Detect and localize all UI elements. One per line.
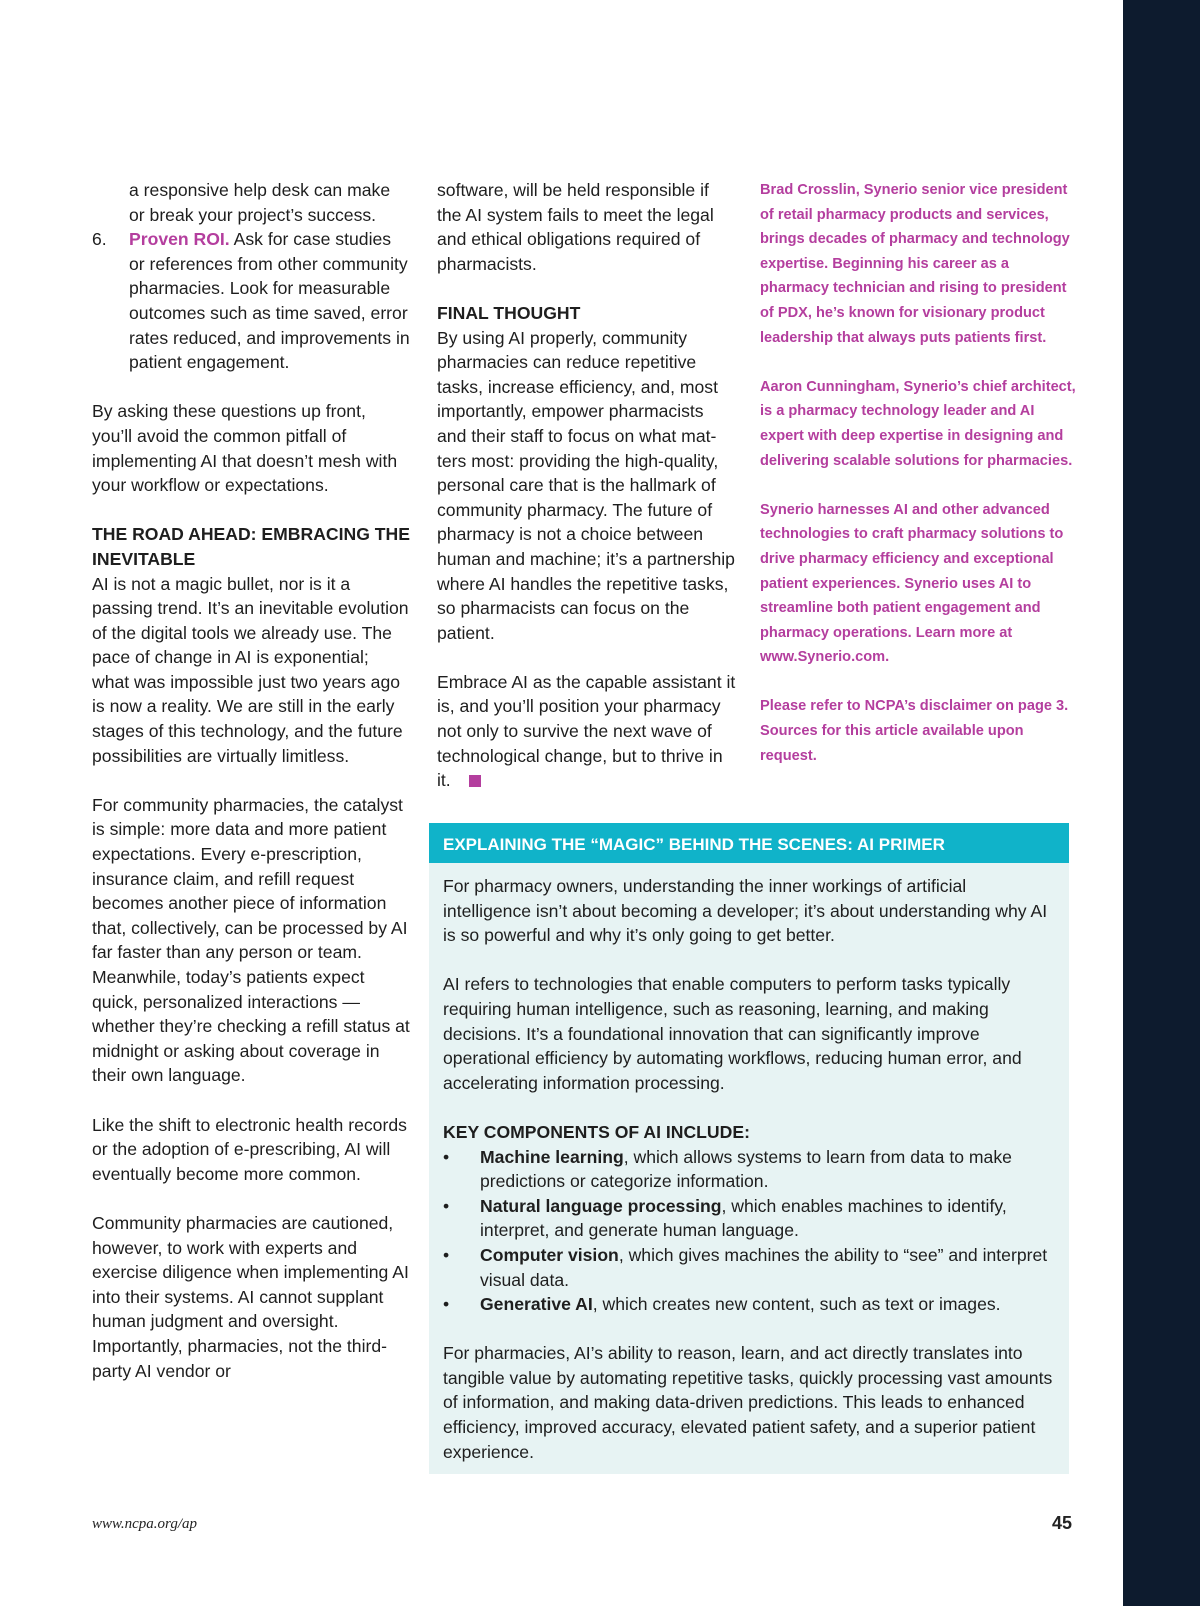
bullet-text: , which allows systems to learn from data to make predictions or categorize information. <box>480 1146 1012 1192</box>
key-components-heading: KEY COMPONENTS OF AI INCLUDE: <box>443 1121 750 1142</box>
section-heading: THE ROAD AHEAD: EMBRACING THE INEVITABLE <box>92 524 410 569</box>
bullet-item <box>443 1194 1055 1243</box>
bullet-icon: • <box>443 1195 450 1216</box>
bullet-item <box>443 1292 1055 1317</box>
paragraph: software, will be held responsible if the AI system fails to meet the legal and ethical obligations required of pharmacists. <box>437 180 714 274</box>
page-number: 45 <box>1052 1513 1073 1533</box>
bullet-item <box>443 1145 1055 1194</box>
footer-url: www.ncpa.org/ap <box>92 1516 198 1532</box>
list-number: 6. <box>92 229 107 250</box>
article-column-1 <box>92 178 410 1383</box>
bullet-icon: • <box>443 1146 450 1167</box>
list-item-5-continuation <box>92 178 410 227</box>
paragraph: Embrace AI as the capable assistant it is, and you’ll position your pharmacy not only to survive the next wave of technological change, but to thrive in it. <box>437 671 736 791</box>
list-item-bold-lead: Proven ROI. <box>129 229 230 250</box>
box-title: EXPLAINING THE “MAGIC” BEHIND THE SCENES: AI PRIMER <box>429 823 1069 863</box>
author-bio: Brad Crosslin, Synerio senior vice president of retail pharmacy products and services, brings decades of pharmacy and technology expertise. Beginning his career as a pharmacy technician and rising to president of PDX, he’s known for visionary product leadership that always puts patients first. <box>760 182 1070 346</box>
bullet-text: , which enables machines to identify, interpret, and generate human language. <box>480 1195 1007 1241</box>
list-item-6 <box>92 227 410 375</box>
article-column-2 <box>437 178 737 793</box>
bullet-item <box>443 1243 1055 1292</box>
paragraph: Like the shift to electronic health records or the adoption of e-prescribing, AI will eventually become more common. <box>92 1114 407 1184</box>
paragraph: For pharmacies, AI’s ability to reason, learn, and act directly translates into tangible value by automating repetitive tasks, quickly processing vast amounts of information, and making data-driven predictions. This leads to enhanced efficiency, improved accuracy, elevated patient safety, and a superior patient experience. <box>443 1343 1053 1462</box>
paragraph: Community pharmacies are cautioned, however, to work with experts and exercise diligence when implementing AI into their systems. AI cannot supplant human judgment and oversight. Importantly, pharmacies, not the third-party AI vendor or <box>92 1212 409 1381</box>
company-bio: Synerio harnesses AI and other advanced technologies to craft pharmacy solutions to drive pharmacy efficiency and exceptional patient experiences. Synerio uses AI to streamline both patient engagement and pharmacy operations. Learn more at www.Synerio.com. <box>760 501 1064 666</box>
bullet-text: , which creates new content, such as text or images. <box>592 1294 1001 1315</box>
author-bio-column <box>760 178 1076 768</box>
paragraph: For pharmacy owners, understanding the inner workings of artificial intelligence isn’t about becoming a developer; it’s about understanding why AI is so powerful and why it’s only going to get better. <box>443 876 1048 946</box>
paragraph: AI is not a magic bullet, nor is it a passing trend. It’s an inevitable evolution of the digital tools we already use. The pace of change in AI is exponential; what was impossible just two years ago is now a reality. We are still in the early stages of this technology, and the future possibilities are virtually limitless. <box>92 573 409 766</box>
disclaimer-note: Please refer to NCPA’s disclaimer on page 3. Sources for this article available upon request. <box>760 698 1069 764</box>
paragraph: By asking these questions up front, you’ll avoid the common pitfall of implementing AI that doesn’t mesh with your workflow or expectations. <box>92 401 398 496</box>
dark-sidebar-strip <box>1123 0 1200 1606</box>
paragraph: AI refers to technologies that enable computers to perform tasks typically requiring human intelligence, such as reasoning, learning, and making decisions. It’s a foundational innovation that can significantly improve operational efficiency by automating workflows, reducing human error, and accelerating information processing. <box>443 974 1022 1093</box>
ai-primer-box <box>429 823 1069 1474</box>
author-bio: Aaron Cunningham, Synerio’s chief architect, is a pharmacy technology leader and AI expert with deep expertise in designing and delivering scalable solutions for pharmacies. <box>760 378 1076 469</box>
bullet-term: Natural language processing <box>480 1195 722 1216</box>
bullet-icon: • <box>443 1244 450 1265</box>
bullet-term: Computer vision <box>480 1244 619 1265</box>
bullet-term: Machine learning <box>480 1146 624 1167</box>
bullet-icon: • <box>443 1294 450 1315</box>
list-item-text: Ask for case studies or references from other community pharmacies. Look for measurable outcomes such as time saved, error rates reduced, and improvements in patient engagement. <box>129 229 410 373</box>
bullet-text: , which gives machines the ability to “see” and interpret visual data. <box>480 1244 1048 1290</box>
paragraph: By using AI properly, community pharmacies can reduce repetitive tasks, increase efficiency, and, most importantly, empower pharmacists and their staff to focus on what matters most: providing the high-quality, personal care that is the hallmark of community pharmacy. The future of pharmacy is not a choice between human and machine; it’s a partnership where AI handles the repetitive tasks, so pharmacists can focus on the patient. <box>437 327 735 643</box>
bullet-term: Generative AI <box>480 1294 593 1315</box>
section-heading: FINAL THOUGHT <box>437 302 581 323</box>
paragraph: For community pharmacies, the catalyst is simple: more data and more patient expectations. Every e-prescription, insurance claim, and refill request becomes another piece of information that, collectively, can be processed by AI far faster than any person or team. Meanwhile, today’s patients expect quick, personalized interactions — whether they’re checking a refill status at midnight or asking about coverage in their own language. <box>92 794 410 1086</box>
end-of-article-square-icon <box>469 775 481 787</box>
box-body <box>429 863 1069 1464</box>
list-item-text: a responsive help desk can make or break your project’s success. <box>129 180 391 225</box>
